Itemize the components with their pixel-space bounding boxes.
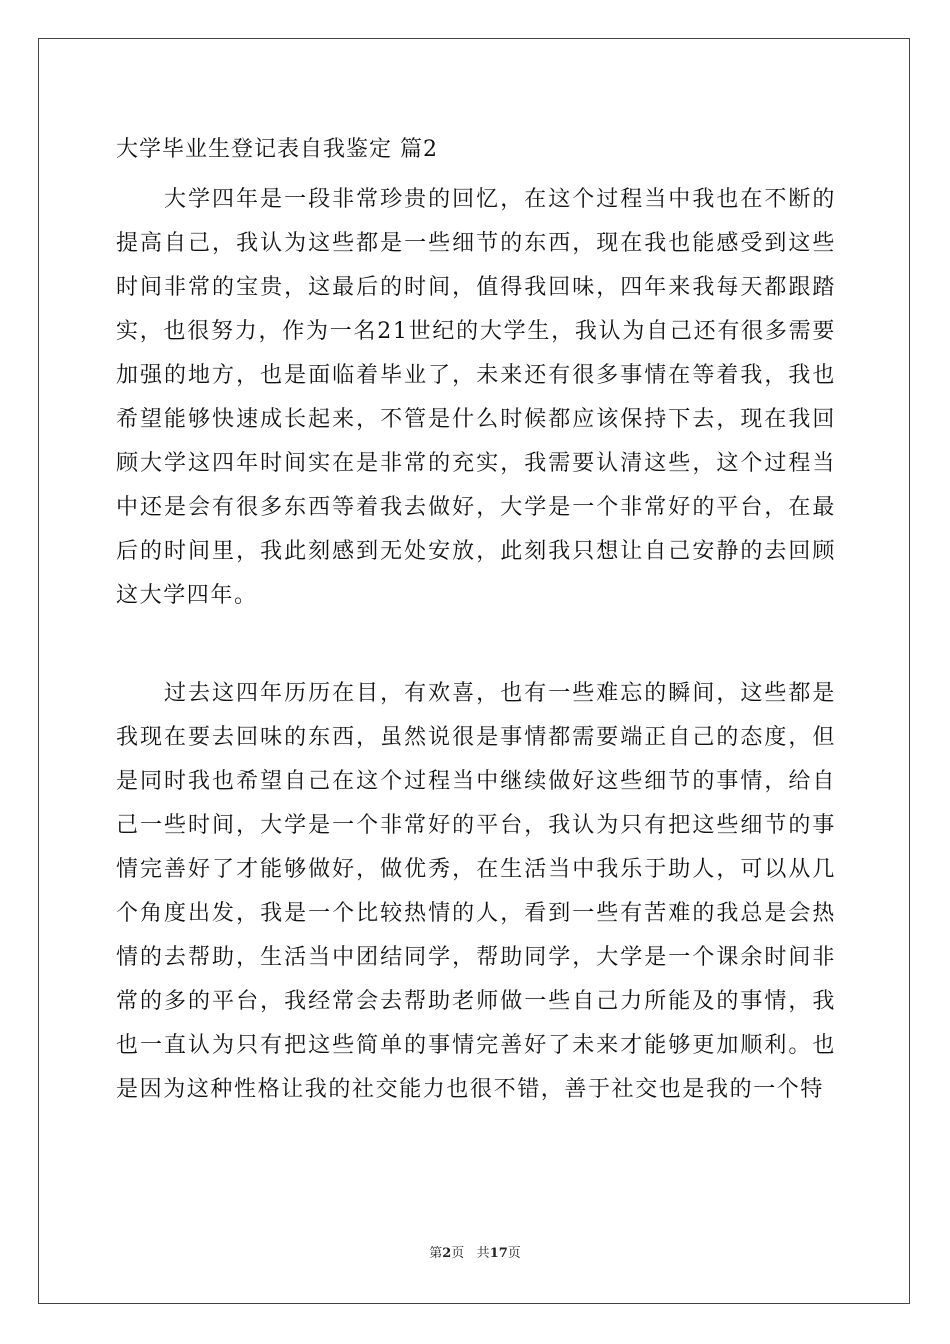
page-suffix: 页 <box>451 1246 465 1261</box>
paragraph-1: 大学四年是一段非常珍贵的回忆，在这个过程当中我也在不断的提高自己，我认为这些都是一些细节的东西，现在我也能感受到这些时间非常的宝贵，这最后的时间，值得我回味，四年来我每天都跟踏实，也很努力，作为一名21世纪的大学生，我认为自己还有很多需要加强的地方，也是面临着毕业了，未来还有很多事情在等着我，我也希望能够快速成长起来，不管是什么时候都应该保持下去，现在我回顾大学这四年时间实在是非常的充实，我需要认清这些，这个过程当中还是会有很多东西等着我去做好，大学是一个非常好的平台，在最后的时间里，我此刻感到无处安放，此刻我只想让自己安静的去回顾这大学四年。 <box>116 187 836 608</box>
total-suffix: 页 <box>507 1246 521 1261</box>
page-footer <box>0 1245 950 1263</box>
page-prefix: 第 <box>429 1246 443 1261</box>
total-prefix: 共 <box>476 1246 490 1261</box>
paragraph-2: 过去这四年历历在目，有欢喜，也有一些难忘的瞬间，这些都是我现在要去回味的东西，虽然说很是事情都需要端正自己的态度，但是同时我也希望自己在这个过程当中继续做好这些细节的事情，给自己一些时间，大学是一个非常好的平台，我认为只有把这些细节的事情完善好了才能够做好，做优秀，在生活当中我乐于助人，可以从几个角度出发，我是一个比较热情的人，看到一些有苦难的我总是会热情的去帮助，生活当中团结同学，帮助同学，大学是一个课余时间非常的多的平台，我经常会去帮助老师做一些自己力所能及的事情，我也一直认为只有把这些简单的事情完善好了未来才能够更加顺利。也是因为这种性格让我的社交能力也很不错，善于社交也是我的一个特 <box>116 681 836 1102</box>
page-number: 2 <box>442 1246 452 1261</box>
total-pages: 17 <box>489 1246 508 1261</box>
document-title: 大学毕业生登记表自我鉴定 篇2 <box>116 137 438 162</box>
